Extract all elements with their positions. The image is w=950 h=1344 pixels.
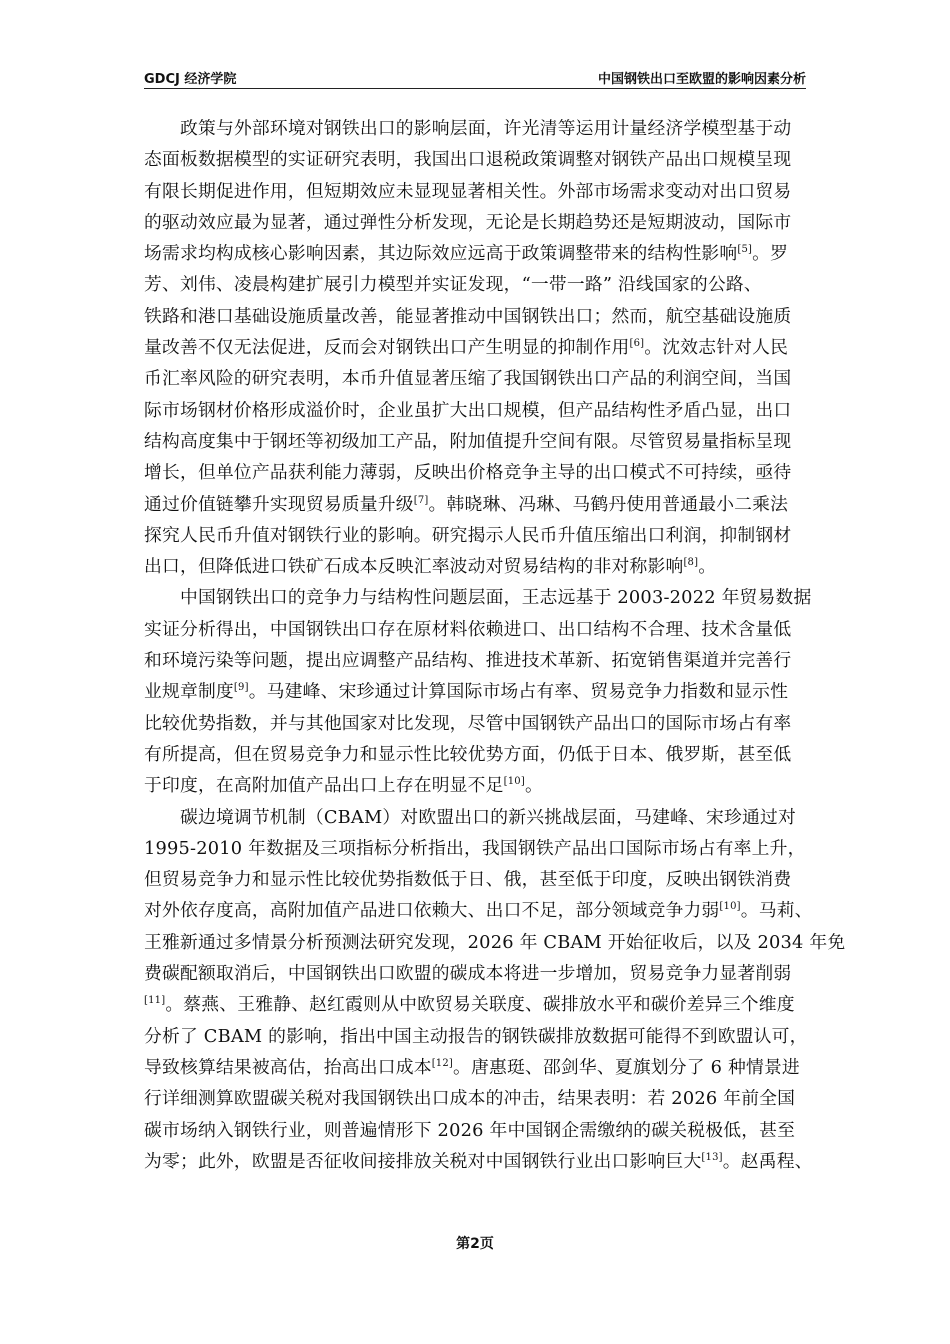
text-line (144, 332, 806, 363)
text-line (144, 833, 806, 864)
text-line (144, 301, 806, 332)
line-text: 为零；此外，欧盟是否征收间接排放关税对中国钢铁行业出口影响巨大 (144, 1150, 702, 1172)
line-text: 通过价值链攀升实现贸易质量升级 (144, 493, 414, 515)
line-text: 业规章制度 (144, 681, 234, 703)
text-line (144, 1021, 806, 1052)
line-text: 但贸易竞争力和显示性比较优势指数低于日、俄，甚至低于印度，反映出钢铁消费 (144, 869, 792, 891)
line-text: 政策与外部环境对钢铁出口的影响层面，许光清等运用计量经济学模型基于动 (180, 118, 792, 139)
line-text: 导致核算结果被高估，抬高出口成本 (144, 1056, 432, 1078)
text-line (144, 989, 806, 1020)
line-text: 中国钢铁出口的竞争力与结构性问题层面，王志远基于 2003-2022 年贸易数据 (180, 587, 812, 609)
line-text: 1995-2010 年数据及三项指标分析指出，我国钢铁产品出口国际市场占有率上升， (144, 837, 806, 859)
text-line (144, 489, 806, 520)
line-text-continued: 。罗 (752, 243, 789, 265)
line-text: 际市场钢材价格形成溢价时，企业虽扩大出口规模，但产品结构性矛盾凸显，出口 (144, 399, 792, 421)
body-text (144, 113, 846, 1177)
citation-marker: [11] (144, 995, 166, 1007)
line-text: 币汇率风险的研究表明，本币升值显著压缩了我国钢铁出口产品的利润空间，当国 (144, 368, 792, 390)
text-line (144, 958, 806, 989)
text-line (144, 426, 806, 457)
text-line (144, 614, 806, 645)
text-line (144, 927, 846, 958)
header-institution: GDCJ 经济学院 (144, 72, 237, 87)
line-text: 行详细测算欧盟碳关税对我国钢铁出口成本的冲击，结果表明：若 2026 年前全国 (144, 1088, 796, 1110)
citation-marker: [5] (737, 244, 753, 256)
line-text: 有限长期促进作用，但短期效应未显现显著相关性。外部市场需求变动对出口贸易 (144, 180, 792, 202)
text-line (144, 1052, 806, 1083)
line-text: 分析了 CBAM 的影响，指出中国主动报告的钢铁碳排放数据可能得不到欧盟认可， (144, 1025, 808, 1047)
line-text: 的驱动效应最为显著，通过弹性分析发现，无论是长期趋势还是短期波动，国际市 (144, 211, 792, 233)
text-line (144, 708, 806, 739)
page-header (144, 66, 806, 89)
line-text: 态面板数据模型的实证研究表明，我国出口退税政策调整对钢铁产品出口规模呈现 (144, 149, 792, 171)
header-paper-title: 中国钢铁出口至欧盟的影响因素分析 (597, 72, 806, 87)
citation-marker: [9] (233, 682, 249, 694)
line-text: 探究人民币升值对钢铁行业的影响。研究揭示人民币升值压缩出口利润，抑制钢材 (144, 524, 792, 546)
text-line (144, 770, 806, 801)
line-text: 芳、刘伟、凌晨构建扩展引力模型并实证发现，“一带一路” 沿线国家的公路、 (144, 274, 762, 296)
line-text-continued: 。马莉、 (740, 900, 813, 922)
text-line (144, 1115, 806, 1146)
line-text: 场需求均构成核心影响因素，其边际效应远高于政策调整带来的结构性影响 (144, 243, 738, 265)
text-line (144, 395, 806, 426)
line-text-continued: 。 (698, 556, 717, 578)
text-line (144, 176, 806, 207)
line-text: 有所提高，但在贸易竞争力和显示性比较优势方面，仍低于日本、俄罗斯，甚至低 (144, 743, 792, 765)
text-line (144, 1146, 813, 1177)
text-line (144, 113, 806, 144)
line-text: 碳边境调节机制（CBAM）对欧盟出口的新兴挑战层面，马建峰、宋珍通过对 (180, 806, 796, 828)
text-line (144, 739, 806, 770)
line-text-continued: 。唐惠珽、邵剑华、夏旗划分了 6 种情景进 (453, 1056, 800, 1078)
line-text: 王雅新通过多情景分析预测法研究发现，2026 年 CBAM 开始征收后，以及 2034 年免 (144, 931, 846, 953)
line-text: 对外依存度高，高附加值产品进口依赖大、出口不足，部分领域竞争力弱 (144, 900, 720, 922)
text-line (144, 207, 806, 238)
text-line (144, 676, 806, 707)
line-text: 量改善不仅无法促进，反而会对钢铁出口产生明显的抑制作用 (144, 337, 630, 359)
citation-marker: [10] (503, 776, 525, 788)
line-text-continued: 。沈效志针对人民 (644, 337, 789, 359)
text-line (144, 864, 806, 895)
line-text: 铁路和港口基础设施质量改善，能显著推动中国钢铁出口；然而，航空基础设施质 (144, 305, 792, 327)
citation-marker: [7] (413, 494, 429, 506)
line-text-continued: 。蔡燕、王雅静、赵红霞则从中欧贸易关联度、碳排放水平和碳价差异三个维度 (165, 994, 795, 1016)
citation-marker: [8] (683, 557, 699, 569)
text-line (144, 363, 806, 394)
line-text: 结构高度集中于钢坯等初级加工产品，附加值提升空间有限。尽管贸易量指标呈现 (144, 430, 792, 452)
line-text: 费碳配额取消后，中国钢铁出口欧盟的碳成本将进一步增加，贸易竞争力显著削弱 (144, 963, 792, 985)
line-text-continued: 。马建峰、宋珍通过计算国际市场占有率、贸易竞争力指数和显示性 (248, 681, 789, 703)
text-line (144, 582, 812, 613)
text-line (144, 269, 806, 300)
line-text: 出口，但降低进口铁矿石成本反映汇率波动对贸易结构的非对称影响 (144, 556, 684, 578)
line-text: 碳市场纳入钢铁行业，则普遍情形下 2026 年中国钢企需缴纳的碳关税极低，甚至 (144, 1119, 796, 1141)
citation-marker: [13] (701, 1151, 723, 1163)
line-text: 和环境污染等问题，提出应调整产品结构、推进技术革新、拓宽销售渠道并完善行 (144, 650, 792, 672)
text-line (144, 895, 813, 926)
text-line (144, 1083, 806, 1114)
text-line (144, 802, 806, 833)
text-line (144, 551, 806, 582)
text-line (144, 144, 806, 175)
text-line (144, 238, 806, 269)
line-text: 于印度，在高附加值产品出口上存在明显不足 (144, 775, 504, 797)
line-text-continued: 。韩晓琳、冯琳、马鹤丹使用普通最小二乘法 (428, 493, 789, 515)
citation-marker: [6] (629, 338, 645, 350)
text-line (144, 645, 806, 676)
citation-marker: [10] (719, 901, 741, 913)
line-text: 实证分析得出，中国钢铁出口存在原材料依赖进口、出口结构不合理、技术含量低 (144, 618, 792, 640)
line-text-continued: 。赵禹程、 (722, 1150, 813, 1172)
line-text-continued: 。 (524, 775, 543, 797)
text-line (144, 520, 806, 551)
page-number: 第2页 (456, 1236, 494, 1252)
citation-marker: [12] (431, 1057, 454, 1069)
line-text: 增长，但单位产品获利能力薄弱，反映出价格竞争主导的出口模式不可持续，亟待 (144, 462, 792, 484)
line-text: 比较优势指数，并与其他国家对比发现，尽管中国钢铁产品出口的国际市场占有率 (144, 712, 792, 734)
text-line (144, 457, 806, 488)
